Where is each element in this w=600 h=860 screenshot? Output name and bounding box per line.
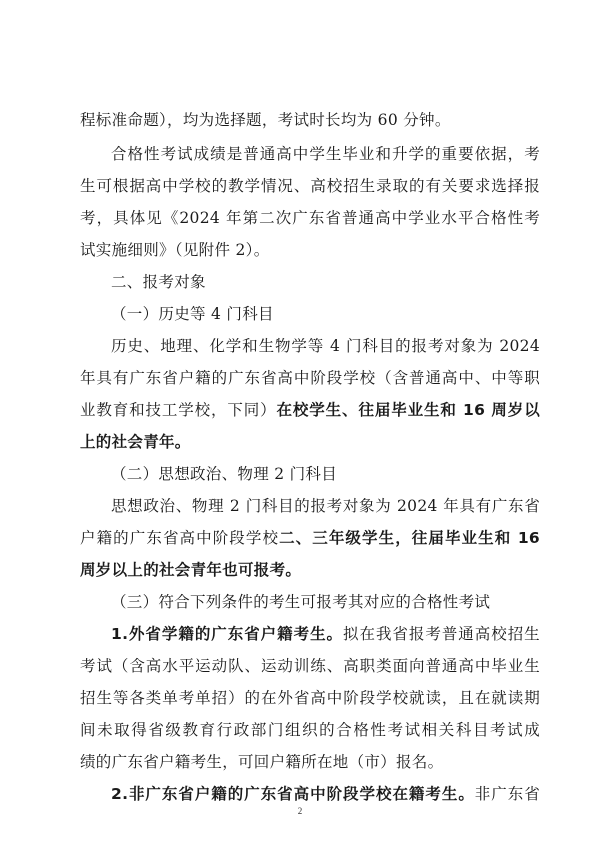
text-line: 间未取得省级教育行政部门组织的合格性考试相关科目考试成	[80, 721, 540, 739]
bold-text: 1.外省学籍的广东省户籍考生。	[111, 625, 344, 643]
text-line: 2.非广东省户籍的广东省高中阶段学校在籍考生。非广东省	[111, 785, 541, 803]
text-line: 合格性考试成绩是普通高中学生毕业和升学的重要依据，考	[111, 145, 540, 163]
bold-text: 2.非广东省户籍的广东省高中阶段学校在籍考生。	[111, 785, 475, 803]
text-line: 程标准命题），均为选择题，考试时长均为 60 分钟。	[80, 111, 451, 129]
page-number: 2	[297, 806, 303, 816]
subsection-heading: （二）思想政治、物理 2 门科目	[111, 465, 338, 483]
text-line: 思想政治、物理 2 门科目的报考对象为 2024 年具有广东省	[111, 497, 540, 515]
text-line: 1.外省学籍的广东省户籍考生。拟在我省报考普通高校招生	[111, 625, 540, 643]
text-line: 试实施细则》（见附件 2）。	[80, 241, 270, 259]
text-line: 招生等各类单考单招）的在外省高中阶段学校就读，且在就读期	[80, 689, 540, 707]
text-line: 考，具体见《2024 年第二次广东省普通高中学业水平合格性考	[80, 209, 540, 227]
text-line: 业教育和技工学校，下同）在校学生、往届毕业生和 16 周岁以	[80, 401, 540, 419]
text-line: 绩的广东省户籍考生，可回户籍所在地（市）报名。	[80, 753, 444, 771]
subsection-heading: （一）历史等 4 门科目	[111, 305, 274, 323]
bold-text: 在校学生、往届毕业生和 16 周岁以	[276, 401, 540, 419]
text-line: 户籍的广东省高中阶段学校二、三年级学生，往届毕业生和 16	[80, 529, 540, 547]
text-line: 考试（含高水平运动队、运动训练、高职类面向普通高中毕业生	[80, 657, 540, 675]
section-heading: 二、报考对象	[111, 273, 206, 291]
text-line: 上的社会青年。	[80, 433, 191, 451]
text-line: 年具有广东省户籍的广东省高中阶段学校（含普通高中、中等职	[80, 369, 540, 387]
text-line: 周岁以上的社会青年也可报考。	[80, 561, 302, 579]
bold-text: 二、三年级学生，往届毕业生和 16	[279, 529, 540, 547]
text-line: 历史、地理、化学和生物学等 4 门科目的报考对象为 2024	[111, 337, 540, 355]
subsection-heading: （三）符合下列条件的考生可报考其对应的合格性考试	[111, 593, 491, 611]
text-line: 生可根据高中学校的教学情况、高校招生录取的有关要求选择报	[80, 177, 540, 195]
